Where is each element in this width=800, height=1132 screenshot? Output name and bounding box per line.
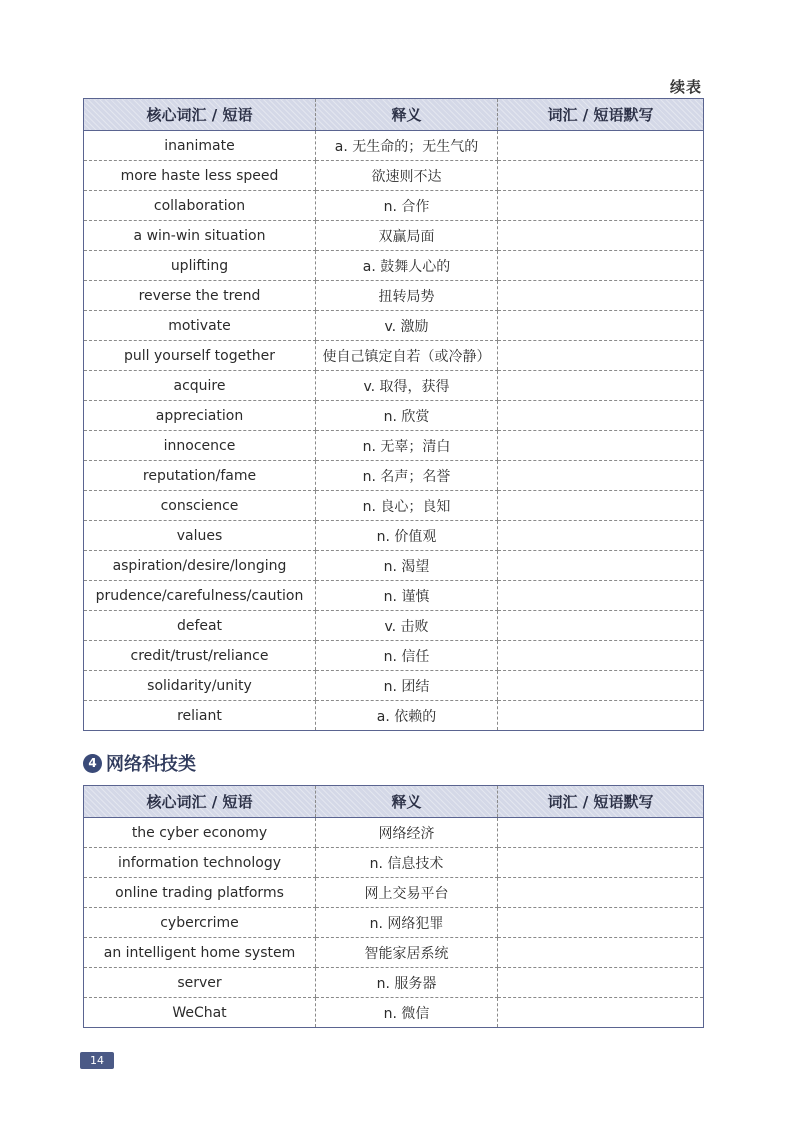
table-row [84, 701, 704, 731]
cell-dictation [498, 998, 704, 1028]
table-row [84, 998, 704, 1028]
cell-term: cybercrime [84, 908, 316, 938]
cell-term: values [84, 521, 316, 551]
cell-term: online trading platforms [84, 878, 316, 908]
cell-term: collaboration [84, 191, 316, 221]
cell-term: inanimate [84, 131, 316, 161]
header-core-vocab: 核心词汇 / 短语 [84, 99, 316, 131]
section-heading [83, 750, 196, 776]
table1-body [84, 131, 704, 731]
table-row [84, 431, 704, 461]
table-row [84, 848, 704, 878]
cell-meaning: a. 无生命的；无生气的 [316, 131, 498, 161]
cell-term: more haste less speed [84, 161, 316, 191]
cell-dictation [498, 551, 704, 581]
cell-meaning: n. 无辜；清白 [316, 431, 498, 461]
cell-term: a win-win situation [84, 221, 316, 251]
cell-term: reverse the trend [84, 281, 316, 311]
cell-meaning: n. 团结 [316, 671, 498, 701]
cell-meaning: n. 服务器 [316, 968, 498, 998]
table-row [84, 221, 704, 251]
cell-term: reliant [177, 707, 222, 724]
table-row [84, 938, 704, 968]
cell-meaning: v. 击败 [316, 611, 498, 641]
cell-dictation [498, 818, 704, 848]
table-row [84, 311, 704, 341]
cell-dictation [498, 341, 704, 371]
cell-meaning: n. 合作 [316, 191, 498, 221]
cell-dictation [498, 461, 704, 491]
cell-term: WeChat [172, 1004, 227, 1021]
cell-dictation [498, 908, 704, 938]
cell-term: innocence [84, 431, 316, 461]
table2-body [84, 818, 704, 1028]
cell-term: server [84, 968, 316, 998]
section-number-badge: 4 [83, 754, 102, 773]
cell-meaning: n. 信任 [316, 641, 498, 671]
table-row [84, 161, 704, 191]
header-meaning: 释义 [316, 99, 498, 131]
header-dictation: 词汇 / 短语默写 [498, 99, 704, 131]
cell-meaning: 智能家居系统 [316, 938, 498, 968]
table-row [84, 968, 704, 998]
cell-dictation [498, 281, 704, 311]
cell-dictation [498, 641, 704, 671]
cell-term: information technology [84, 848, 316, 878]
cell-meaning: 欲速则不达 [316, 161, 498, 191]
cell-meaning: n. 名声；名誉 [316, 461, 498, 491]
page-number: 14 [80, 1052, 114, 1069]
cell-dictation [498, 611, 704, 641]
cell-term: uplifting [84, 251, 316, 281]
cell-term: prudence/carefulness/caution [84, 581, 316, 611]
header-core-vocab: 核心词汇 / 短语 [84, 786, 316, 818]
cell-meaning: n. 良心；良知 [316, 491, 498, 521]
cell-dictation [498, 521, 704, 551]
table-row [84, 281, 704, 311]
table-row [84, 611, 704, 641]
cell-term: motivate [84, 311, 316, 341]
vocab-table-2 [83, 785, 704, 1028]
cell-dictation [498, 491, 704, 521]
cell-dictation [498, 251, 704, 281]
cell-term: reputation/fame [84, 461, 316, 491]
cell-meaning: n. 微信 [316, 998, 498, 1028]
cell-dictation [498, 371, 704, 401]
cell-term: defeat [84, 611, 316, 641]
cell-dictation [498, 431, 704, 461]
table-row [84, 551, 704, 581]
table-row [84, 908, 704, 938]
cell-term: appreciation [84, 401, 316, 431]
cell-dictation [498, 401, 704, 431]
table-row [84, 641, 704, 671]
table-row [84, 371, 704, 401]
cell-meaning: a. 鼓舞人心的 [316, 251, 498, 281]
table-row [84, 341, 704, 371]
cell-meaning: a. 依赖的 [316, 701, 498, 731]
cell-dictation [498, 161, 704, 191]
table-row [84, 521, 704, 551]
table-header-row [84, 99, 704, 131]
cell-term: conscience [84, 491, 316, 521]
cell-term: credit/trust/reliance [84, 641, 316, 671]
cell-meaning: 网络经济 [316, 818, 498, 848]
cell-meaning: n. 谨慎 [316, 581, 498, 611]
cell-dictation [498, 938, 704, 968]
cell-dictation [498, 878, 704, 908]
cell-dictation [498, 191, 704, 221]
section-title: 网络科技类 [106, 754, 196, 775]
table-row [84, 818, 704, 848]
cell-dictation [498, 131, 704, 161]
header-dictation: 词汇 / 短语默写 [498, 786, 704, 818]
cell-meaning: v. 取得，获得 [316, 371, 498, 401]
cell-meaning: n. 欣赏 [316, 401, 498, 431]
header-meaning: 释义 [316, 786, 498, 818]
cell-dictation [498, 311, 704, 341]
table-row [84, 878, 704, 908]
cell-meaning: n. 渴望 [316, 551, 498, 581]
cell-term: pull yourself together [84, 341, 316, 371]
cell-term: the cyber economy [84, 818, 316, 848]
cell-dictation [498, 221, 704, 251]
table-row [84, 461, 704, 491]
cell-dictation [498, 848, 704, 878]
table-row [84, 581, 704, 611]
cell-term: solidarity/unity [84, 671, 316, 701]
cell-dictation [498, 968, 704, 998]
cell-term: aspiration/desire/longing [84, 551, 316, 581]
cell-meaning: v. 激励 [316, 311, 498, 341]
continued-label: 续表 [669, 78, 702, 96]
table-row [84, 131, 704, 161]
cell-meaning: n. 网络犯罪 [316, 908, 498, 938]
cell-meaning: 扭转局势 [316, 281, 498, 311]
table-header-row [84, 786, 704, 818]
cell-meaning: 网上交易平台 [316, 878, 498, 908]
cell-meaning: 使自己镇定自若（或冷静） [316, 341, 498, 371]
cell-meaning: n. 价值观 [316, 521, 498, 551]
cell-meaning: n. 信息技术 [316, 848, 498, 878]
table-row [84, 401, 704, 431]
cell-meaning: 双赢局面 [316, 221, 498, 251]
cell-term: acquire [84, 371, 316, 401]
cell-term: an intelligent home system [84, 938, 316, 968]
cell-dictation [498, 671, 704, 701]
table-row [84, 671, 704, 701]
table-row [84, 251, 704, 281]
table-row [84, 191, 704, 221]
cell-dictation [498, 581, 704, 611]
table-row [84, 491, 704, 521]
cell-dictation [498, 701, 704, 731]
vocab-table-1 [83, 98, 704, 731]
